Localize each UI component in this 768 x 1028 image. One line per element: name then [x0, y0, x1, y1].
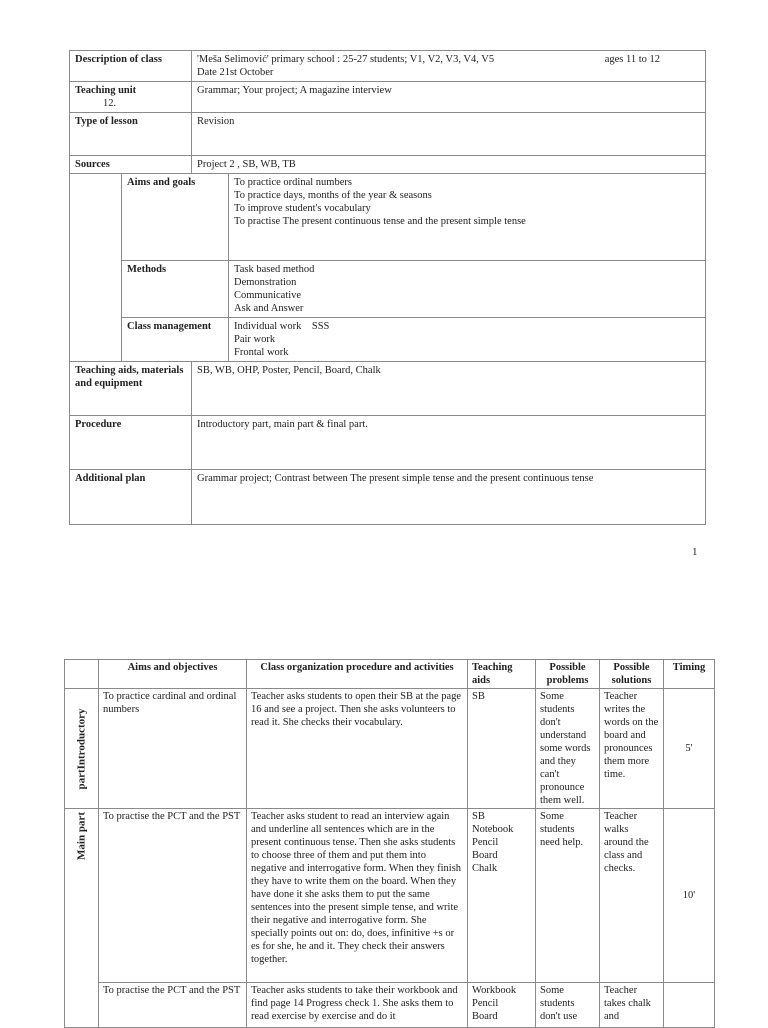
type-label: Type of lesson	[70, 113, 192, 156]
aims-list	[229, 174, 706, 261]
aid-item: Notebook	[472, 824, 514, 835]
aid-item: Pencil	[472, 837, 499, 848]
additional-label: Additional plan	[70, 470, 192, 525]
aim-item: To improve student's vocabulary	[234, 203, 371, 214]
lesson-info-table	[69, 50, 706, 525]
class-mgmt-list	[229, 318, 706, 362]
class-mgmt-item: Individual work SSS	[234, 321, 330, 332]
sources-label: Sources	[70, 156, 192, 174]
methods-list	[229, 261, 706, 318]
sources-value: Project 2 , SB, WB, TB	[192, 156, 706, 174]
row-solutions: Teacher takes chalk and	[600, 983, 664, 1028]
section-main	[65, 809, 99, 1028]
row-procedure: Teacher asks students to take their workbook and find page 14 Progress check 1. She asks them to read exercise by exercise and do it	[247, 983, 468, 1028]
procedure-value: Introductory part, main part & final part.	[192, 416, 706, 470]
section-introductory-label: partIntroductory	[75, 707, 87, 790]
aid-item: Chalk	[472, 863, 498, 874]
row-aims: To practise the PCT and the PST	[99, 983, 247, 1028]
aid-item: SB	[472, 811, 485, 822]
row-solutions: Teacher writes the words on the board and pronounces them more time.	[600, 689, 664, 809]
header-solutions: Possible solutions	[600, 660, 664, 689]
section-introductory	[65, 689, 99, 809]
additional-value: Grammar project; Contrast between The present simple tense and the present continuous tense	[192, 470, 706, 525]
date-value: Date 21st October	[197, 67, 274, 78]
aim-item: To practice ordinal numbers	[234, 177, 352, 188]
section-main-label: Main part	[75, 812, 87, 860]
ages-value: ages 11 to 12	[604, 54, 661, 65]
corner-header	[65, 660, 99, 689]
row-timing: 10'	[664, 809, 715, 983]
row-problems: Some students need help.	[536, 809, 600, 983]
method-item: Task based method	[234, 264, 315, 275]
page-number: 1	[692, 546, 698, 558]
description-label: Description of class	[70, 51, 192, 82]
unit-number: 12.	[103, 98, 117, 109]
description-value: 'Meša Selimović' primary school : 25-27 students; V1, V2, V3, V4, V5	[197, 54, 495, 65]
class-mgmt-item: Frontal work	[234, 347, 289, 358]
method-item: Communicative	[234, 290, 302, 301]
row-procedure: Teacher asks student to read an interview again and underline all sentences which are in the present continuous tense. Then she asks students to choose three of them and put them into negative and interrogative form. When they finish they have to write them on the board. When they have done it she asks them to put the same sentences into the present simple tense, and write their negative and interrogative form. She specially points out on: do, does, infinitive +s or es for she, he and it. They check their answers together.	[247, 809, 468, 983]
method-item: Ask and Answer	[234, 303, 304, 314]
aids-value: SB, WB, OHP, Poster, Pencil, Board, Chalk	[192, 362, 706, 416]
aid-item: Board	[472, 1011, 498, 1022]
row-timing	[664, 983, 715, 1028]
aim-item: To practise The present continuous tense and the present simple tense	[234, 216, 526, 227]
row-procedure: Teacher asks students to open their SB at the page 16 and see a project. Then she asks volunteers to read it. She checks their vocabulary.	[247, 689, 468, 809]
aims-label: Aims and goals	[122, 174, 229, 261]
method-item: Demonstration	[234, 277, 297, 288]
header-aims: Aims and objectives	[99, 660, 247, 689]
row-aids	[468, 809, 536, 983]
lesson-procedure-table	[64, 659, 715, 1028]
methods-label: Methods	[122, 261, 229, 318]
row-timing: 5'	[664, 689, 715, 809]
unit-label: Teaching unit	[75, 85, 137, 96]
unit-label-cell	[70, 82, 192, 113]
row-problems: Some students don't understand some words and they can't pronounce them well.	[536, 689, 600, 809]
row-problems: Some students don't use	[536, 983, 600, 1028]
row-aims: To practise the PCT and the PST	[99, 809, 247, 983]
aid-item: Board	[472, 850, 498, 861]
header-procedure: Class organization procedure and activities	[247, 660, 468, 689]
procedure-label: Procedure	[70, 416, 192, 470]
row-solutions: Teacher walks around the class and checks.	[600, 809, 664, 983]
aid-item: Pencil	[472, 998, 499, 1009]
indent-cell	[70, 174, 122, 362]
row-aims: To practice cardinal and ordinal numbers	[99, 689, 247, 809]
class-mgmt-item: Pair work	[234, 334, 276, 345]
header-aids: Teaching aids	[468, 660, 536, 689]
aid-item: Workbook	[472, 985, 517, 996]
header-problems: Possible problems	[536, 660, 600, 689]
row-aids	[468, 689, 536, 809]
aim-item: To practice days, months of the year & seasons	[234, 190, 432, 201]
type-value: Revision	[192, 113, 706, 156]
aids-label: Teaching aids, materials and equipment	[70, 362, 192, 416]
description-cell	[192, 51, 706, 82]
row-aids	[468, 983, 536, 1028]
header-timing: Timing	[664, 660, 715, 689]
class-mgmt-label: Class management	[122, 318, 229, 362]
aid-item: SB	[472, 691, 485, 702]
unit-value: Grammar; Your project; A magazine interview	[192, 82, 706, 113]
